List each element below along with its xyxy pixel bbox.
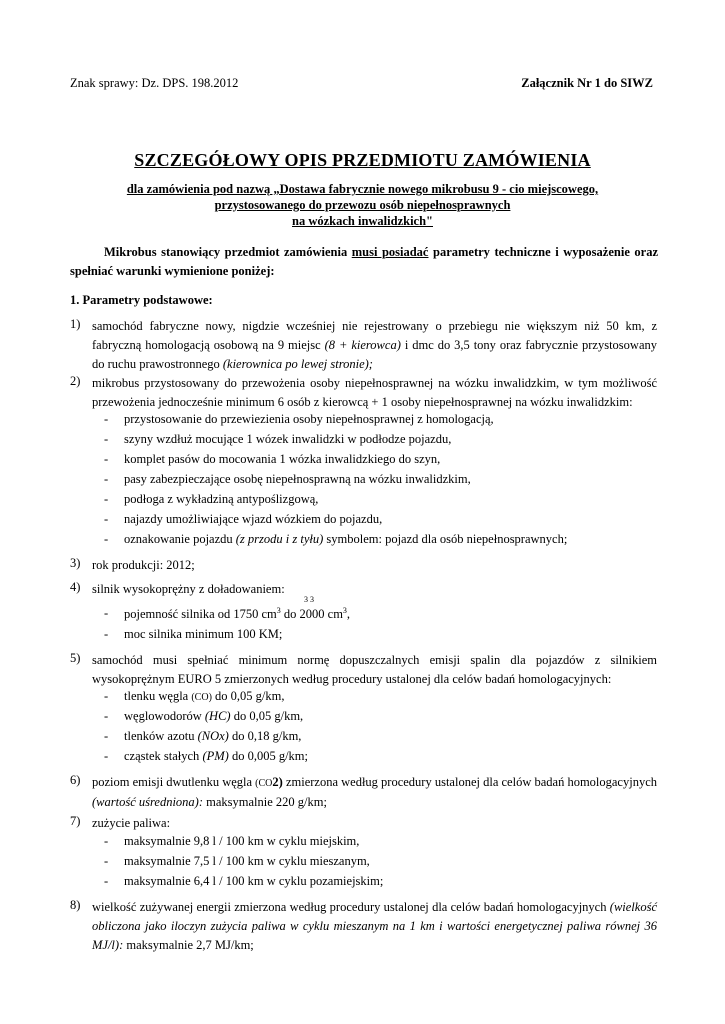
item-8-text: wielkość zużywanej energii zmierzona według procedury ustalonej dla celów badań homologacyjnych (wielkość obliczona jako iloczyn zużycia paliwa w cyklu mieszanym na 1 km i wartości energetycznej paliwa równej 36 MJ/l): maksymalnie 2,7 MJ/km;: [92, 900, 657, 952]
list-item: maksymalnie 7,5 l / 100 km w cyklu mieszanym,: [124, 854, 370, 868]
list-item: pojemność silnika od 1750 $cm^3$ do 2000 $cm^3$,: [124, 606, 351, 622]
dash: -: [104, 472, 109, 486]
dash: -: [104, 452, 109, 466]
list-item: podłoga z wykładziną antypoślizgową,: [124, 492, 319, 506]
dash: -: [104, 512, 109, 526]
list-item: komplet pasów do mocowania 1 wózka inwalidzkiego do szyn,: [124, 452, 441, 466]
dash: -: [104, 709, 109, 723]
dash: -: [104, 627, 109, 641]
dash: -: [104, 492, 109, 506]
list-item: najazdy umożliwiające wjazd wózkiem do pojazdu,: [124, 512, 383, 526]
list-item: oznakowanie pojazdu (z przodu i z tyłu) symbolem: pojazd dla osób niepełnosprawnych;: [124, 532, 568, 546]
list-item: pasy zabezpieczające osobę niepełnosprawną na wózku inwalidzkim,: [124, 472, 471, 486]
item-2-text: mikrobus przystosowany do przewożenia osoby niepełnosprawnej na wózku inwalidzkim, w tym możliwość przewożenia jednocześnie minimum 6 osób z kierowcą + 1 osoby niepełnosprawnej na wózku inwalidzkim:: [92, 376, 657, 409]
item-5-number: 5): [70, 651, 81, 665]
dash: -: [104, 432, 109, 446]
list-item: szyny wzdłuż mocujące 1 wózek inwalidzki w podłodze pojazdu,: [124, 432, 452, 446]
item-1-text: samochód fabryczne nowy, nigdzie wcześniej nie rejestrowany o przebiegu nie większym niż 50 km, z fabryczną homologacją osobową na 9 miejsc (8 + kierowca) i dmc do 3,5 tony oraz fabrycznie przystosowany do ruchu prawostronnego (kierownica po lewej stronie);: [92, 319, 657, 371]
item-7-text: zużycie paliwa:: [92, 816, 171, 830]
subtitle-line-2: przystosowanego do przewozu osób niepełnosprawnych: [214, 198, 511, 212]
list-item: tlenku węgla (CO) do 0,05 g/km,: [124, 689, 285, 703]
subtitle-line-3: na wózkach inwalidzkich": [292, 214, 433, 228]
subtitle-line-1: dla zamówienia pod nazwą „Dostawa fabrycznie nowego mikrobusu 9 - cio miejscowego,: [126, 182, 599, 196]
dash: -: [104, 749, 109, 763]
section-heading: 1. Parametry podstawowe:: [70, 293, 213, 307]
dash: -: [104, 606, 109, 620]
document-title: SZCZEGÓŁOWY OPIS PRZEDMIOTU ZAMÓWIENIA: [134, 150, 591, 170]
item-6-text: poziom emisji dwutlenku węgla (CO2) zmierzona według procedury ustalonej dla celów badań homologacyjnych (wartość uśredniona): maksymalnie 220 g/km;: [92, 775, 658, 809]
dash: -: [104, 412, 109, 426]
intro-paragraph: Mikrobus stanowiący przedmiot zamówienia musi posiadać parametry techniczne i wyposażenie oraz spełniać warunki wymienione poniżej:: [70, 245, 658, 278]
item-3-text: rok produkcji: 2012;: [92, 558, 195, 572]
dash: -: [104, 854, 109, 868]
list-item: maksymalnie 9,8 l / 100 km w cyklu miejskim,: [124, 834, 360, 848]
item-4-text: silnik wysokoprężny z doładowaniem:: [92, 582, 285, 596]
list-item: tlenków azotu (NOx) do 0,18 g/km,: [124, 729, 302, 743]
annex-label: Załącznik Nr 1 do SIWZ: [521, 76, 653, 90]
dash: -: [104, 532, 109, 546]
dash: -: [104, 834, 109, 848]
floating-superscripts: 3 3: [304, 595, 314, 604]
item-3-number: 3): [70, 556, 81, 570]
list-item: moc silnika minimum 100 KM;: [124, 627, 283, 641]
item-7-number: 7): [70, 814, 81, 828]
list-item: węglowodorów (HC) do 0,05 g/km,: [124, 709, 304, 723]
list-item: przystosowanie do przewiezienia osoby niepełnosprawnej z homologacją,: [124, 412, 494, 426]
item-5-text: samochód musi spełniać minimum normę dopuszczalnych emisji spalin dla pojazdów z silnikiem wysokoprężnym EURO 5 zmierzonych według procedury ustalonej dla celów badań homologacyjnych:: [92, 653, 657, 686]
dash: -: [104, 689, 109, 703]
list-item: maksymalnie 6,4 l / 100 km w cyklu pozamiejskim;: [124, 874, 384, 888]
item-1-number: 1): [70, 317, 81, 331]
item-6-number: 6): [70, 773, 81, 787]
dash: -: [104, 729, 109, 743]
list-item: cząstek stałych (PM) do 0,005 g/km;: [124, 749, 308, 763]
item-2-number: 2): [70, 374, 81, 388]
case-reference: Znak sprawy: Dz. DPS. 198.2012: [70, 76, 239, 90]
item-4-number: 4): [70, 580, 81, 594]
dash: -: [104, 874, 109, 888]
item-8-number: 8): [70, 898, 81, 912]
